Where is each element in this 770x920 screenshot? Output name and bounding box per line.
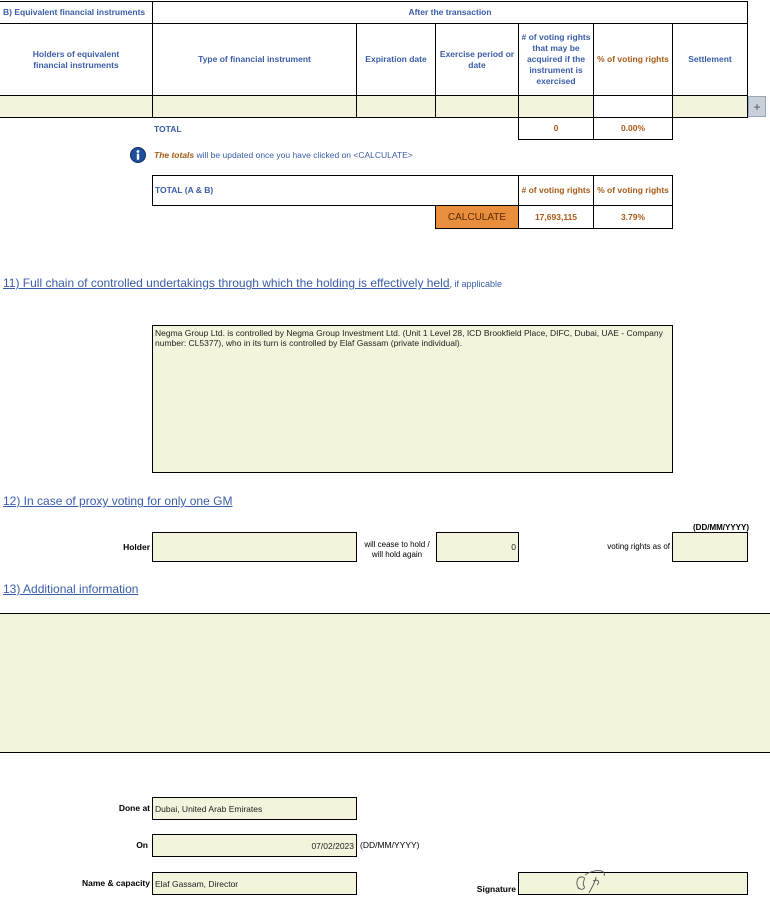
section-13-title: 13) Additional information <box>3 582 139 596</box>
add-row-button[interactable]: + <box>748 96 766 117</box>
holder-label: Holder <box>123 542 150 552</box>
totals-ab-voting-header: # of voting rights <box>518 175 594 206</box>
info-text: The totals will be updated once you have clicked on <CALCULATE> <box>154 150 413 160</box>
on-label: On <box>136 840 148 850</box>
after-transaction-header: After the transaction <box>152 1 748 24</box>
done-at-input[interactable]: Dubai, United Arab Emirates <box>152 797 357 820</box>
total-label: TOTAL <box>154 124 182 134</box>
input-type[interactable] <box>152 95 357 118</box>
totals-ab-pct-header: % of voting rights <box>593 175 673 206</box>
additional-info-input[interactable] <box>0 613 770 753</box>
info-icon <box>130 147 146 163</box>
col-voting-rights-header: # of voting rights that may be acquired if the instrument is exercised <box>518 23 594 96</box>
section-12-title: 12) In case of proxy voting for only one GM <box>3 494 233 508</box>
section-11-title: 11) Full chain of controlled undertakings through which the holding is effectively held, if applicable <box>3 276 503 290</box>
totals-ab-pct: 3.79% <box>593 205 673 229</box>
voting-rights-as-of-label: voting rights as of <box>607 542 670 551</box>
total-voting-rights: 0 <box>518 117 594 140</box>
input-settlement[interactable] <box>672 95 748 118</box>
col-holders-header: Holders of equivalent financial instruments <box>0 23 153 96</box>
holder-input[interactable] <box>152 532 357 562</box>
signature-label: Signature <box>476 884 516 894</box>
col-settlement-header: Settlement <box>672 23 748 96</box>
proxy-date-input[interactable] <box>672 532 748 562</box>
signature-field[interactable] <box>518 872 748 895</box>
total-pct: 0.00% <box>593 117 673 140</box>
proxy-count-input[interactable]: 0 <box>436 532 519 562</box>
signature-scribble <box>571 867 631 895</box>
section-b-title: B) Equivalent financial instruments <box>0 1 153 24</box>
on-date-input[interactable]: 07/02/2023 <box>152 834 357 857</box>
input-holders[interactable] <box>0 95 153 118</box>
col-type-header: Type of financial instrument <box>152 23 357 96</box>
calculate-button[interactable]: CALCULATE <box>435 205 519 229</box>
totals-ab-label: TOTAL (A & B) <box>152 175 519 206</box>
col-expiration-header: Expiration date <box>356 23 436 96</box>
input-exercise[interactable] <box>435 95 519 118</box>
col-pct-header: % of voting rights <box>593 23 673 96</box>
col-exercise-header: Exercise period or date <box>435 23 519 96</box>
cease-label: will cease to hold / will hold again <box>364 540 430 559</box>
on-date-format: (DD/MM/YYYY) <box>360 840 420 850</box>
input-voting-rights[interactable] <box>518 95 594 118</box>
name-capacity-label: Name & capacity <box>81 878 150 888</box>
name-capacity-input[interactable]: Elaf Gassam, Director <box>152 872 357 895</box>
done-at-label: Done at <box>118 803 150 813</box>
input-pct <box>593 95 673 118</box>
proxy-date-format: (DD/MM/YYYY) <box>693 523 749 532</box>
controlled-undertakings-text[interactable]: Negma Group Ltd. is controlled by Negma Group Investment Ltd. (Unit 1 Level 28, ICD Brookfield Place, DIFC, Dubai, UAE - Company number: CL5377), who in its turn is controlled by Elaf Gassam (private individual). <box>152 325 673 473</box>
input-expiration[interactable] <box>356 95 436 118</box>
totals-ab-voting: 17,693,115 <box>518 205 594 229</box>
